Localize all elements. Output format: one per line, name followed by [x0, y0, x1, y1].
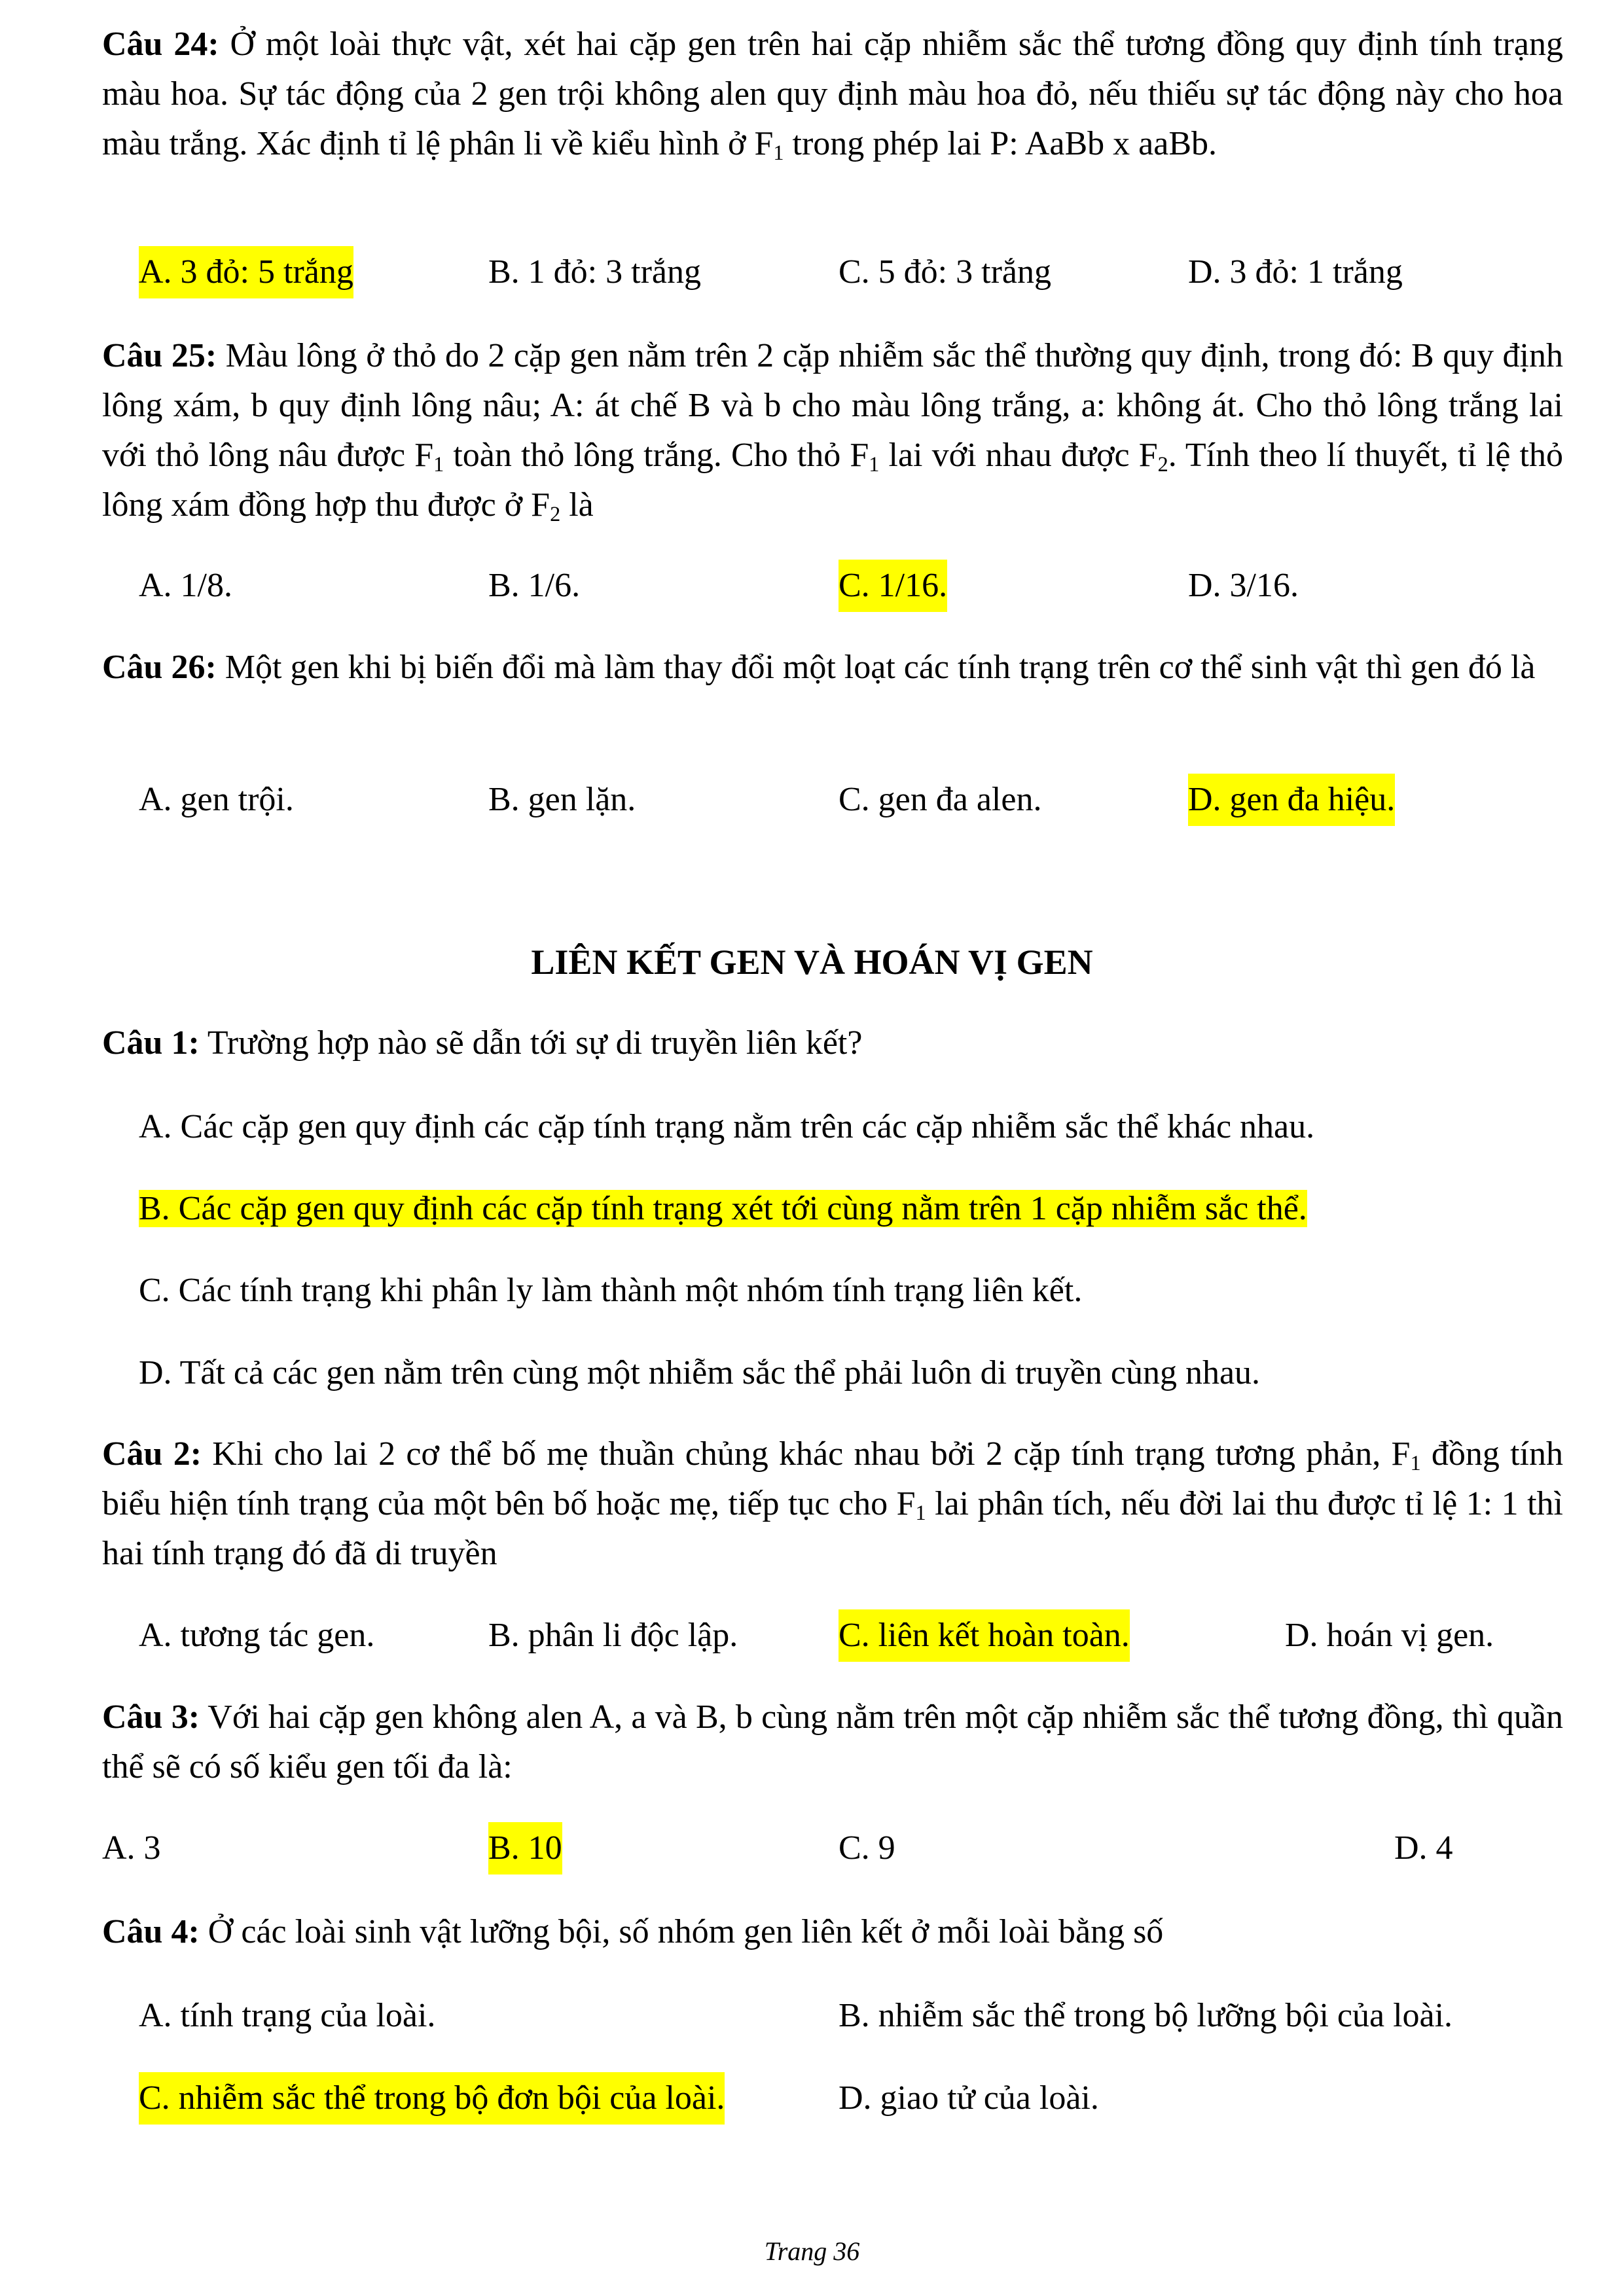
- question-label: Câu 4:: [102, 1913, 200, 1950]
- options-row: [0, 1990, 1624, 2042]
- question-text: Ở các loài sinh vật lưỡng bội, số nhóm gen liên kết ở mỗi loài bằng số: [199, 1913, 1164, 1950]
- option-b: B. nhiễm sắc thể trong bộ lưỡng bội của loài.: [839, 1997, 1453, 2034]
- options-row: [0, 1822, 1624, 1874]
- option-d: D. hoán vị gen.: [1285, 1617, 1494, 1654]
- question-label: Câu 25:: [102, 337, 217, 374]
- options-row: [0, 560, 1624, 612]
- question-label: Câu 3:: [102, 1698, 200, 1736]
- option-c: C. 9: [839, 1829, 895, 1867]
- option-c: C. 1/16.: [839, 560, 947, 612]
- section-heading: LIÊN KẾT GEN VÀ HOÁN VỊ GEN: [531, 942, 1093, 982]
- option-a: A. tương tác gen.: [139, 1617, 375, 1654]
- question-text: Màu lông ở thỏ do 2 cặp gen nằm trên 2 cặp nhiễm sắc thể thường quy định, trong đó: B quy định lông xám, b quy định lông nâu; A: át chế B và b cho màu lông trắng, a: không át. Cho thỏ lông trắng lai với thỏ lông nâu được $F_1$ toàn thỏ lông trắng. Cho thỏ $F_1$ lai với nhau được $F_2$. Tính theo lí thuyết, tỉ lệ thỏ lông xám đồng hợp thu được ở $F_2$ là: [102, 337, 1564, 526]
- question-text: Với hai cặp gen không alen A, a và B, b cùng nằm trên một cặp nhiễm sắc thể tương đồng, thì quần thể sẽ có số kiểu gen tối đa là:: [102, 1698, 1564, 1785]
- question-1: [102, 1018, 1563, 1068]
- option-a: A. 3: [102, 1829, 161, 1867]
- option-b: B. 1/6.: [488, 567, 581, 604]
- options-row: [0, 774, 1624, 826]
- question-text: Trường hợp nào sẽ dẫn tới sự di truyền liên kết?: [199, 1024, 863, 1062]
- option-c: C. gen đa alen.: [839, 781, 1042, 818]
- page-footer: Trang 36: [764, 2236, 860, 2266]
- option-c: C. nhiễm sắc thể trong bộ đơn bội của loài.: [139, 2072, 725, 2125]
- question-text: Một gen khi bị biến đổi mà làm thay đổi một loạt các tính trạng trên cơ thể sinh vật thì gen đó là: [216, 649, 1536, 686]
- option-b: B. 1 đỏ: 3 trắng: [488, 253, 701, 291]
- question-4: [102, 1907, 1563, 1957]
- option-b: B. 10: [488, 1822, 562, 1874]
- option-c: C. Các tính trạng khi phân ly làm thành một nhóm tính trạng liên kết.: [139, 1272, 1083, 1309]
- question-text: Khi cho lai 2 cơ thể bố mẹ thuần chủng khác nhau bởi 2 cặp tính trạng tương phản, $F_1$ đồng tính biểu hiện tính trạng của một bên bố hoặc mẹ, tiếp tục cho $F_1$ lai phân tích, nếu đời lai thu được tỉ lệ 1: 1 thì hai tính trạng đó đã di truyền: [102, 1435, 1563, 1572]
- options-row: [0, 246, 1624, 298]
- option-d: D. 3/16.: [1188, 567, 1299, 604]
- option-b: B. Các cặp gen quy định các cặp tính trạng xét tới cùng nằm trên 1 cặp nhiễm sắc thể.: [139, 1190, 1307, 1227]
- option-b: B. gen lặn.: [488, 781, 636, 818]
- question-3: [102, 1693, 1563, 1792]
- option-d: D. giao tử của loài.: [839, 2079, 1099, 2117]
- question-label: Câu 24:: [102, 26, 219, 63]
- option-c: C. liên kết hoàn toàn.: [839, 1609, 1130, 1662]
- question-text: Ở một loài thực vật, xét hai cặp gen trên hai cặp nhiễm sắc thể tương đồng quy định tính trạng màu hoa. Sự tác động của 2 gen trội không alen quy định màu hoa đỏ, nếu thiếu sự tác động này cho hoa màu trắng. Xác định tỉ lệ phân li về kiểu hình ở $F_1$ trong phép lai P: AaBb x aaBb.: [102, 26, 1563, 165]
- option-d: D. 4: [1394, 1829, 1453, 1867]
- option-d: D. 3 đỏ: 1 trắng: [1188, 253, 1403, 291]
- option-d: D. gen đa hiệu.: [1188, 774, 1395, 826]
- question-25: [102, 331, 1563, 530]
- question-24: [102, 20, 1563, 169]
- question-label: Câu 1:: [102, 1024, 200, 1062]
- option-a: A. 3 đỏ: 5 trắng: [139, 246, 353, 298]
- options-row: [0, 2072, 1624, 2125]
- option-c: C. 5 đỏ: 3 trắng: [839, 253, 1051, 291]
- question-26: [102, 643, 1563, 692]
- options-row: [0, 1609, 1624, 1662]
- question-label: Câu 2:: [102, 1435, 202, 1473]
- question-label: Câu 26:: [102, 649, 217, 686]
- option-a: A. 1/8.: [139, 567, 232, 604]
- question-2: [102, 1429, 1563, 1579]
- option-d: D. Tất cả các gen nằm trên cùng một nhiễm sắc thể phải luôn di truyền cùng nhau.: [139, 1354, 1261, 1391]
- option-a: A. gen trội.: [139, 781, 294, 818]
- option-a: A. Các cặp gen quy định các cặp tính trạng nằm trên các cặp nhiễm sắc thể khác nhau.: [139, 1108, 1315, 1145]
- option-a: A. tính trạng của loài.: [139, 1997, 436, 2034]
- option-b: B. phân li độc lập.: [488, 1617, 738, 1654]
